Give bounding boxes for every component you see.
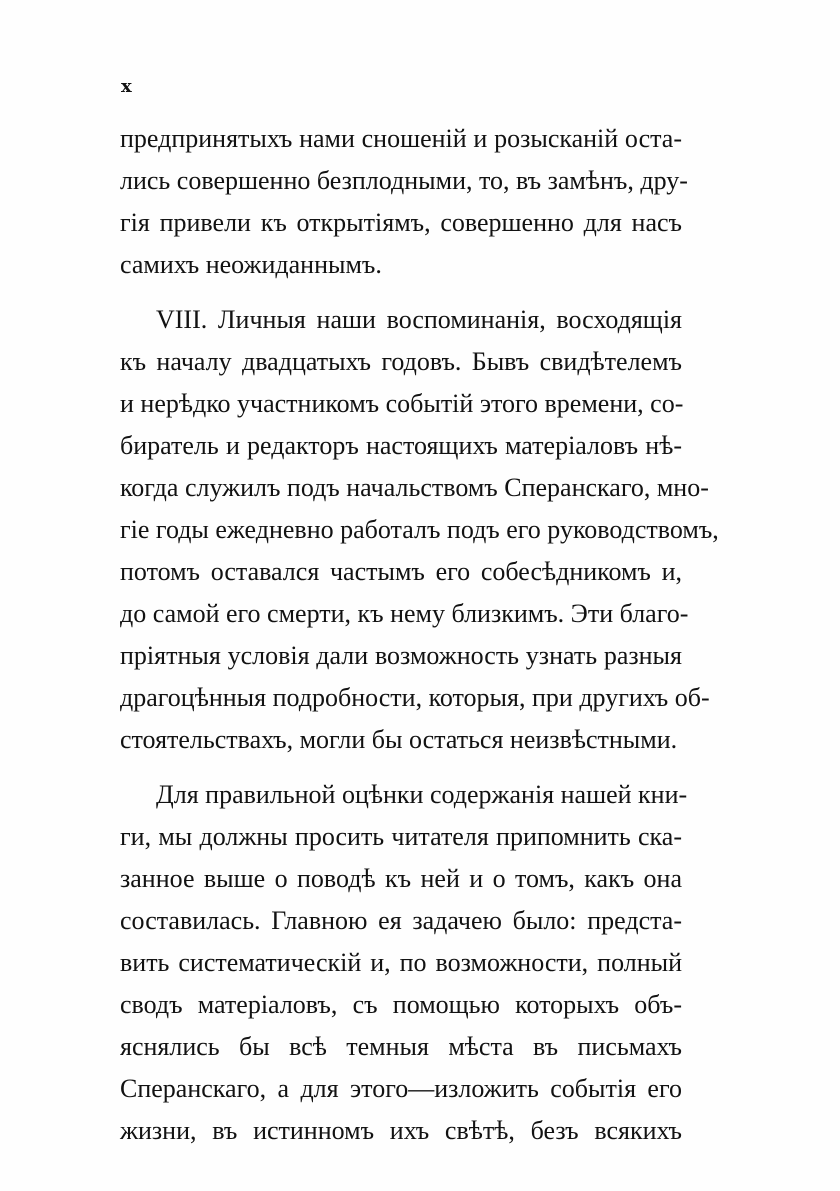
text-line: потомъ оставался частымъ его собесѣдникомъ и, (120, 557, 682, 586)
text-line: когда служилъ подъ начальствомъ Сперанскаго, мно- (120, 473, 709, 502)
text-line: къ началу двадцатыхъ годовъ. Бывъ свидѣтелемъ (120, 347, 682, 376)
text-line: предпринятыхъ нами сношеній и розысканій оста- (120, 124, 682, 153)
page-number: x (121, 76, 132, 97)
text-line: яснялись бы всѣ темныя мѣста въ письмахъ (120, 1032, 682, 1061)
text-line: сводъ матеріаловъ, съ помощью которыхъ объ- (120, 990, 682, 1019)
text-line: Для правильной оцѣнки содержанія нашей кни- (156, 780, 688, 809)
body-text (120, 118, 719, 1152)
text-line: гія привели къ открытіямъ, совершенно для насъ (120, 208, 682, 237)
text-line: драгоцѣнныя подробности, которыя, при другихъ об- (120, 683, 710, 712)
text-line: самихъ неожиданнымъ. (120, 250, 382, 279)
text-line: ги, мы должны просить читателя припомнить ска- (120, 822, 682, 851)
text-line: и нерѣдко участникомъ событій этого времени, со- (120, 389, 684, 418)
text-line: биратель и редакторъ настоящихъ матеріаловъ нѣ- (120, 431, 682, 460)
text-line: пріятныя условія дали возможность узнать разныя (120, 641, 682, 670)
text-line: составилась. Главною ея задачею было: предста- (120, 906, 682, 935)
text-line: занное выше о поводѣ къ ней и о томъ, какъ она (120, 864, 682, 893)
text-line: лись совершенно безплодными, то, въ замѣнъ, дру- (120, 166, 688, 195)
text-line: вить систематическій и, по возможности, полный (120, 948, 682, 977)
text-line: VIII. Личныя наши воспоминанія, восходящія (156, 305, 682, 334)
text-line: гіе годы ежедневно работалъ подъ его руководствомъ, (120, 515, 719, 544)
text-line: Сперанскаго, а для этого—изложить событія его (120, 1074, 682, 1103)
text-line: до самой его смерти, къ нему близкимъ. Эти благо- (120, 599, 689, 628)
text-line: жизни, въ истинномъ ихъ свѣтѣ, безъ всякихъ (120, 1116, 682, 1145)
text-line: стоятельствахъ, могли бы остаться неизвѣстными. (120, 725, 678, 754)
